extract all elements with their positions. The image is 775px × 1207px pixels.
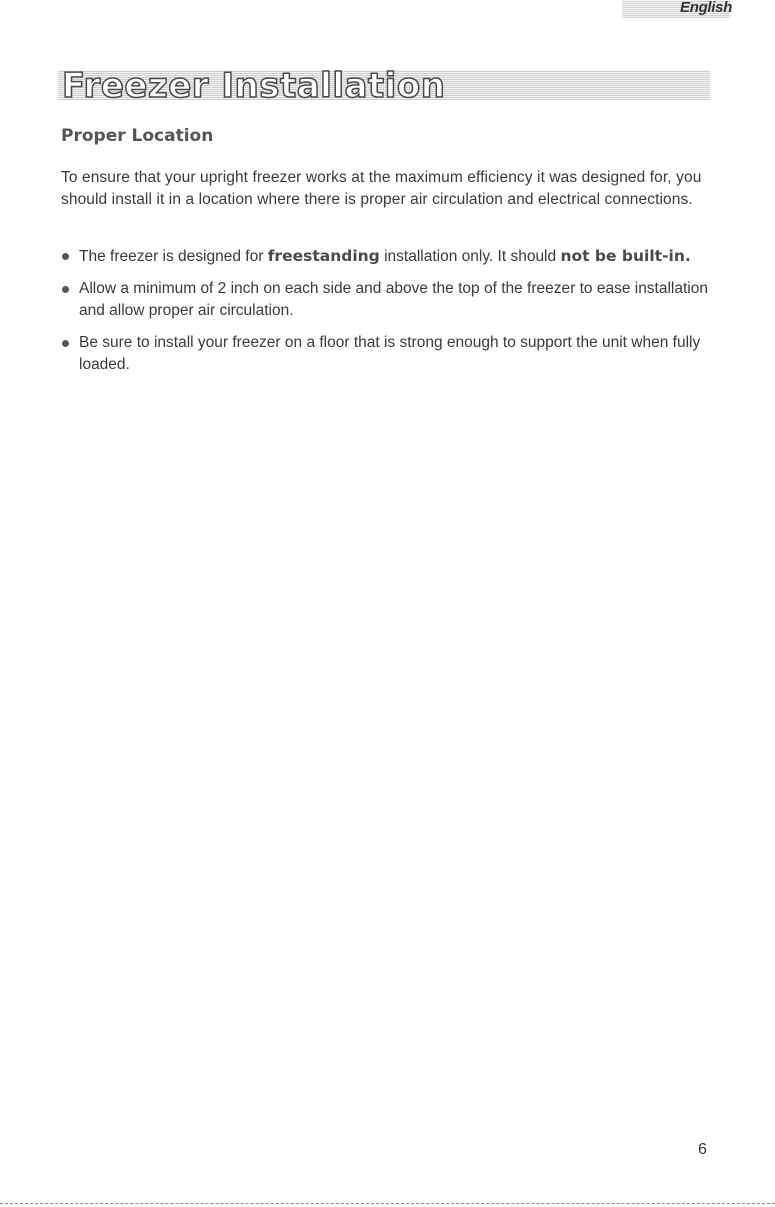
bullet-dot-icon xyxy=(62,340,69,347)
bullet-text: The freezer is designed for xyxy=(79,248,268,265)
bullet-text: Be sure to install your freezer on a floor that is strong enough to support the unit when fully loaded. xyxy=(79,334,701,373)
list-item xyxy=(61,278,721,322)
language-label: English xyxy=(680,0,733,16)
bullet-text: Allow a minimum of 2 inch on each side and above the top of the freezer to ease installation and allow proper air circulation. xyxy=(79,280,708,319)
bold-term: not be built-in. xyxy=(560,247,691,265)
intro-paragraph: To ensure that your upright freezer works at the maximum efficiency it was designed for, you should install it in a location where there is proper air circulation and electrical connections. xyxy=(61,169,702,208)
section-heading: Proper Location xyxy=(61,126,214,146)
bold-term: freestanding xyxy=(267,247,380,265)
list-item xyxy=(61,245,721,268)
bullet-dot-icon xyxy=(62,286,69,293)
list-item xyxy=(61,332,721,376)
language-tab xyxy=(622,0,733,18)
bullet-text: installation only. It should xyxy=(379,248,561,265)
bottom-divider xyxy=(0,1203,775,1204)
page-title: Freezer Installation xyxy=(62,66,446,106)
bullet-dot-icon xyxy=(62,253,69,260)
page-number: 6 xyxy=(698,1141,707,1158)
bullet-list xyxy=(61,245,721,386)
